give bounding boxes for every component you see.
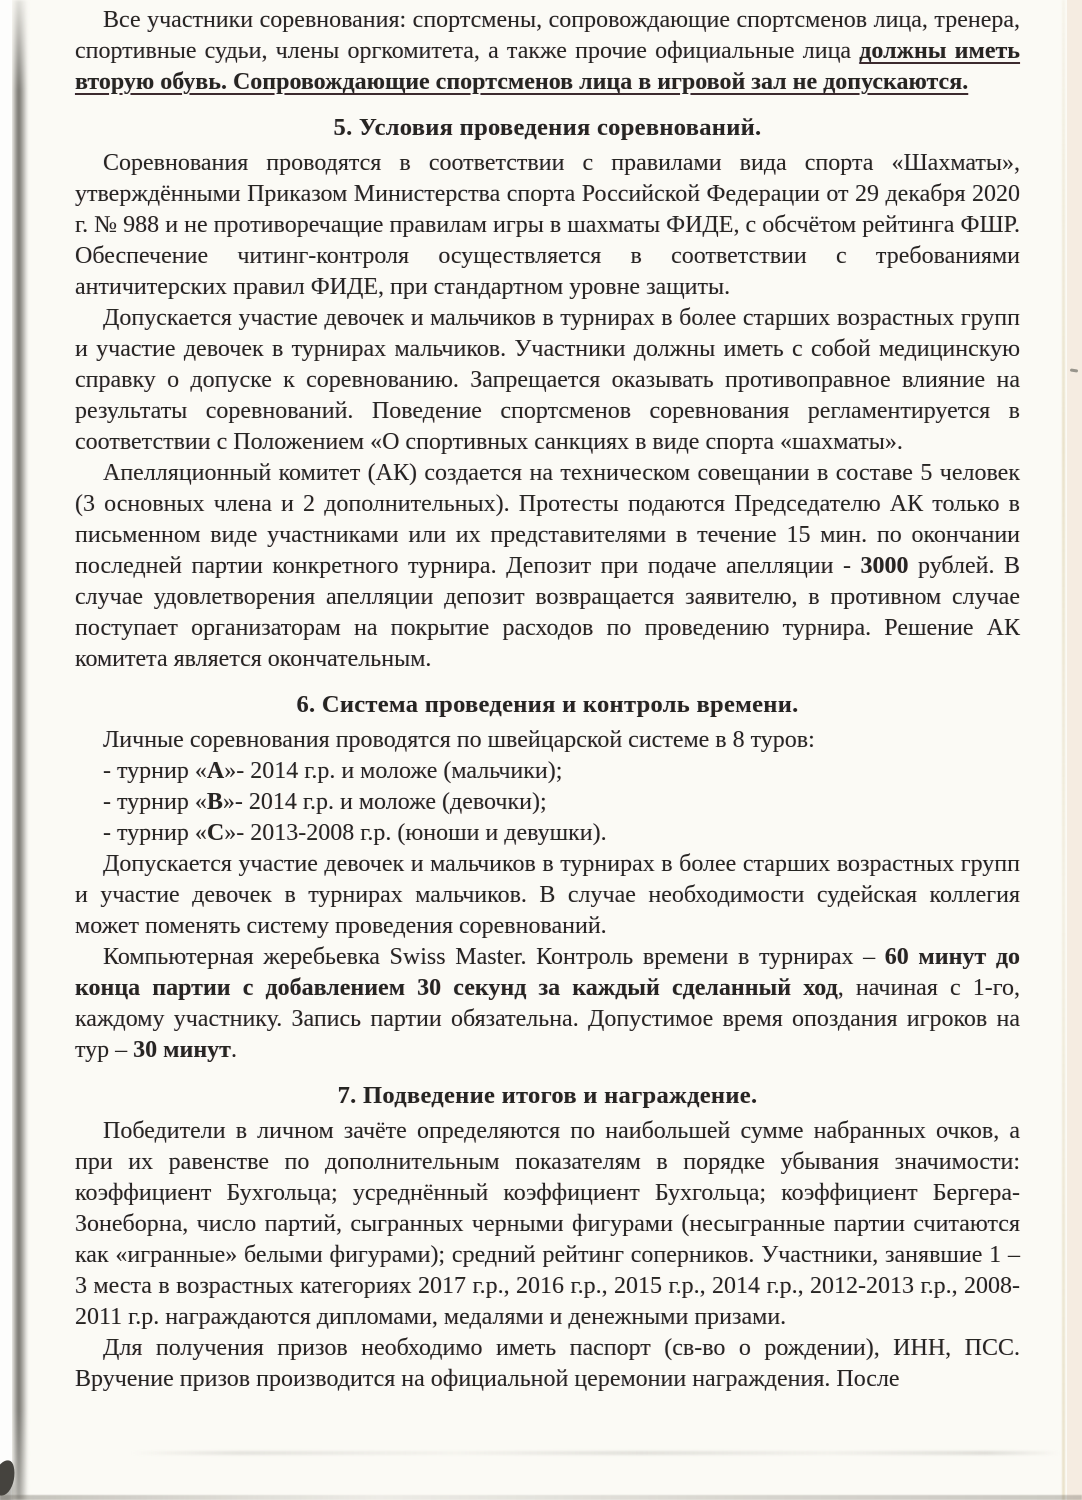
text-run: С	[206, 820, 225, 846]
intro-paragraph	[75, 5, 1020, 98]
text-run: Для получения призов необходимо иметь паспорт (св-во о рождении), ИНН, ПСС. Вручение призов производится на официальной церемонии награждения. После	[75, 1335, 1020, 1392]
section-7-paragraph-2	[75, 1333, 1020, 1395]
scan-bottom-smudge	[130, 1451, 1060, 1455]
scan-bottom-edge	[0, 1495, 1082, 1500]
text-run: .	[230, 1037, 237, 1063]
section-6-paragraph-3	[75, 942, 1020, 1066]
section-6-heading: 6. Система проведения и контроль времени.	[296, 691, 799, 718]
text-run: , начиная с 1-го, каждому участнику. Запись партии обязательна. Допустимое время опоздания игроков на тур –	[75, 975, 1020, 1063]
scan-left-margin	[0, 0, 12, 1500]
scan-right-edge-strip	[1067, 0, 1082, 1500]
section-7-heading: 7. Подведение итогов и награждение.	[337, 1082, 758, 1109]
text-run: А	[206, 758, 225, 784]
text-run: Личные соревнования проводятся по швейцарской системе в 8 туров:	[103, 727, 815, 753]
scan-left-edge-shadow	[11, 0, 28, 1500]
text-run: Соревнования проводятся в соответствии с правилами вида спорта «Шахматы», утверждёнными Приказом Министерства спорта Российской Федерации от 29 декабря 2020 г. № 988 и не противоречащие правилам игры в шахматы ФИДЕ, с обсчётом рейтинга ФШР. Обеспечение читинг-контроля осуществляется в соответствии с требованиями античитерских правил ФИДЕ, при стандартном уровне защиты.	[75, 150, 1020, 300]
document-body	[75, 5, 1020, 1395]
text-run: »- 2013-2008 г.р. (юноши и девушки).	[224, 820, 607, 846]
text-run: 60 минут до конца партии с добавлением 30 секунд за каждый сделанный ход	[75, 944, 1020, 1001]
text-run: Победители в личном зачёте определяются по наибольшей сумме набранных очков, а при их равенстве по дополнительным показателям в порядке убывания значимости: коэффициент Бухгольца; усреднённый коэффициент Бухгольца; коэффициент Бергера-Зонеборна, число партий, сыгранных черными фигурами (несыгранные партии считаются как «игранные» белыми фигурами); средний рейтинг соперников. Участники, занявшие 1 – 3 места в возрастных категориях 2017 г.р., 2016 г.р., 2015 г.р., 2014 г.р., 2012-2013 г.р., 2008-2011 г.р. награждаются дипломами, медалями и денежными призами.	[75, 1118, 1020, 1330]
section-5-paragraph-3	[75, 458, 1020, 675]
text-run: Допускается участие девочек и мальчиков в турнирах в более старших возрастных групп и участие девочек в турнирах мальчиков. В случае необходимости судейская коллегия может поменять систему проведения соревнований.	[75, 851, 1020, 939]
text-run: »- 2014 г.р. и моложе (девочки);	[222, 789, 547, 815]
text-run: Компьютерная жеребьевка Swiss Master. Контроль времени в турнирах –	[103, 944, 885, 970]
tournament-c-item	[75, 818, 1020, 849]
text-run: »- 2014 г.р. и моложе (мальчики);	[224, 758, 563, 784]
text-run: - турнир «	[103, 789, 207, 815]
scan-right-fold-line	[1062, 0, 1065, 1500]
section-5-heading: 5. Условия проведения соревнований.	[333, 114, 762, 141]
text-run: - турнир «	[103, 820, 207, 846]
text-run: Апелляционный комитет (АК) создается на техническом совещании в составе 5 человек (3 основных члена и 2 дополнительных). Протесты подаются Председателю АК только в письменном виде участниками или их представителями в течение 15 мин. по окончании последней партии конкретного турнира. Депозит при подаче апелляции -	[75, 460, 1020, 579]
text-run: должны иметь вторую обувь. Сопровождающие спортсменов лица в игровой зал не допускаются.	[75, 38, 1020, 95]
text-run: 30 минут	[133, 1037, 231, 1063]
tournament-b-item	[75, 787, 1020, 818]
text-run: Все участники соревнования: спортсмены, сопровождающие спортсменов лица, тренера, спортивные судьи, члены оргкомитета, а также прочие официальные лица	[75, 7, 1020, 64]
text-run: рублей. В случае удовлетворения апелляции депозит возвращается заявителю, в противном случае поступает организаторам на покрытие расходов по проведению турнира. Решение АК комитета является окончательным.	[75, 553, 1020, 672]
section-5-paragraph-2	[75, 303, 1020, 458]
text-run: В	[206, 789, 223, 815]
text-run: Допускается участие девочек и мальчиков в турнирах в более старших возрастных групп и участие девочек в турнирах мальчиков. Участники должны иметь с собой медицинскую справку о допуске к соревнованию. Запрещается оказывать противоправное влияние на результаты соревнований. Поведение спортсменов соревнования регламентируется в соответствии с Положением «О спортивных санкциях в виде спорта «шахматы».	[75, 305, 1020, 455]
text-run: - турнир «	[103, 758, 207, 784]
section-6-intro	[75, 725, 1020, 756]
section-7-paragraph-1	[75, 1116, 1020, 1333]
tournament-a-item	[75, 756, 1020, 787]
section-5-paragraph-1	[75, 148, 1020, 303]
section-6-paragraph-2	[75, 849, 1020, 942]
text-run: 3000	[860, 553, 909, 579]
